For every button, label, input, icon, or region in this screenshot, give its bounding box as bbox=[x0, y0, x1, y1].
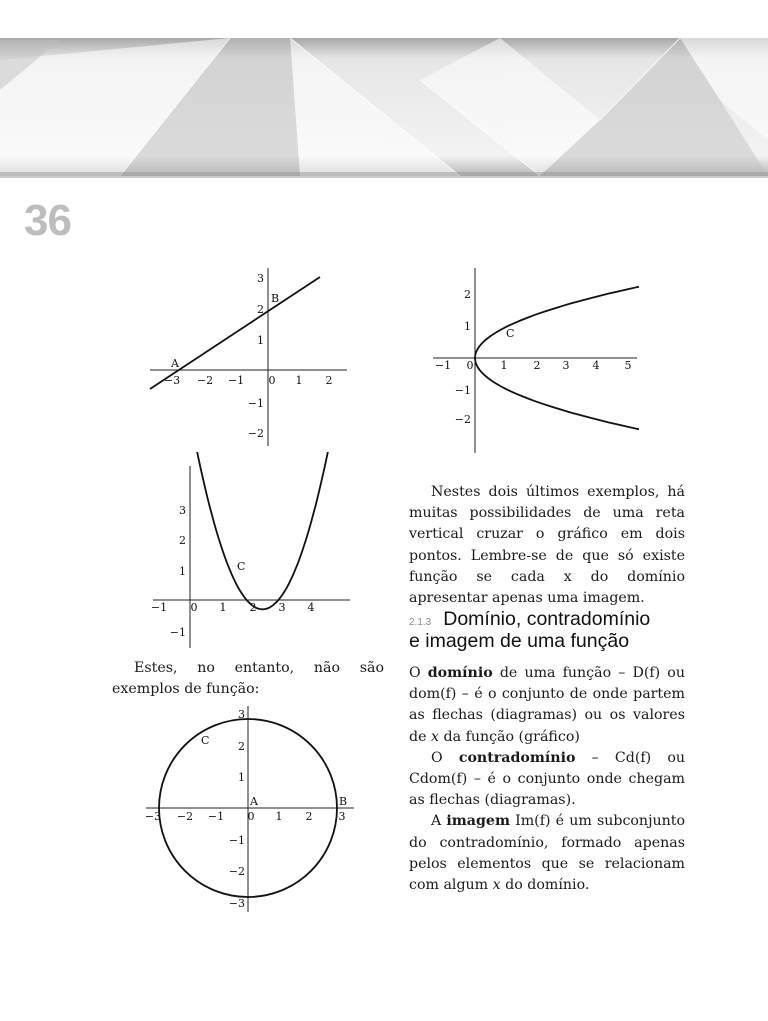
tick-label: 0 bbox=[190, 601, 198, 614]
section-title-line1: Domínio, contradomínio bbox=[443, 608, 651, 630]
tick-label: 2 bbox=[464, 288, 471, 301]
tick-label: 1 bbox=[179, 565, 186, 578]
definition-imagem: A imagem Im(f) é um subconjunto do contradomínio, formado apenas pelos elementos que se relacionam com algum x do domínio. bbox=[409, 813, 685, 894]
point-label: C bbox=[506, 327, 515, 340]
tick-label: 1 bbox=[238, 771, 245, 784]
point-label: A bbox=[171, 357, 179, 370]
tick-label: 2 bbox=[533, 359, 541, 372]
definitions bbox=[409, 663, 685, 896]
point-label: A bbox=[250, 795, 258, 808]
function-line bbox=[150, 277, 320, 389]
tick-label: 2 bbox=[179, 534, 186, 547]
tick-label: 5 bbox=[624, 359, 632, 372]
tick-label: −1 bbox=[434, 359, 452, 372]
tick-label: 0 bbox=[268, 374, 276, 387]
tick-label: 3 bbox=[257, 272, 264, 285]
point-label: B bbox=[339, 795, 348, 808]
tick-label: 2 bbox=[249, 601, 257, 614]
left-paragraph bbox=[112, 658, 384, 700]
tick-label: −1 bbox=[227, 374, 245, 387]
tick-label: 1 bbox=[464, 320, 471, 333]
page-number: 36 bbox=[24, 196, 71, 245]
point-label: C bbox=[201, 734, 210, 747]
right-intro-paragraph bbox=[409, 482, 685, 609]
tick-label: 4 bbox=[592, 359, 600, 372]
tick-label: 2 bbox=[238, 740, 245, 753]
tick-label: 1 bbox=[295, 374, 303, 387]
definition-contradominio: O contradomínio – Cd(f) ou Cdom(f) – é o conjunto onde chegam as flechas (diagramas). bbox=[409, 749, 685, 809]
tick-label: 1 bbox=[219, 601, 227, 614]
tick-label: 1 bbox=[257, 334, 264, 347]
header-banner bbox=[0, 0, 768, 180]
tick-label: 1 bbox=[500, 359, 508, 372]
tick-label: 2 bbox=[257, 303, 264, 316]
right-intro-text: Nestes dois últimos exemplos, há muitas possibilidades de uma reta vertical cruzar o gráfico em dois pontos. Lembre-se de que só existe função se cada x do domínio apresentar apenas uma imagem. bbox=[409, 484, 685, 607]
tick-label: 3 bbox=[562, 359, 570, 372]
tick-label: 2 bbox=[305, 810, 313, 823]
tick-label: −3 bbox=[144, 810, 162, 823]
tick-label: −1 bbox=[169, 626, 186, 639]
point-label: B bbox=[271, 292, 280, 305]
graph-circle bbox=[140, 706, 360, 914]
term-contradominio: contradomínio bbox=[458, 749, 576, 766]
tick-label: −1 bbox=[247, 397, 264, 410]
tick-label: −2 bbox=[196, 374, 214, 387]
left-paragraph-text: Estes, no entanto, não são exemplos de função: bbox=[112, 660, 384, 698]
term-imagem: imagem bbox=[446, 813, 510, 830]
tick-label: 0 bbox=[247, 810, 255, 823]
tick-label: 3 bbox=[179, 504, 186, 517]
tick-label: −3 bbox=[163, 374, 181, 387]
graph-line bbox=[130, 262, 360, 452]
tick-label: 4 bbox=[307, 601, 315, 614]
tick-label: 1 bbox=[275, 810, 283, 823]
section-title-line2: e imagem de uma função bbox=[409, 630, 630, 652]
function-curve bbox=[196, 452, 329, 609]
tick-label: −2 bbox=[454, 413, 471, 426]
graph-sideways-parabola bbox=[425, 268, 670, 458]
tick-label: −2 bbox=[247, 427, 264, 440]
tick-label: −2 bbox=[228, 865, 245, 878]
tick-label: −1 bbox=[228, 834, 245, 847]
tick-label: 3 bbox=[338, 810, 346, 823]
tick-label: 3 bbox=[238, 708, 245, 721]
tick-label: −2 bbox=[176, 810, 194, 823]
section-heading bbox=[409, 608, 739, 652]
tick-label: −1 bbox=[150, 601, 168, 614]
tick-label: 3 bbox=[278, 601, 286, 614]
term-dominio: domínio bbox=[427, 665, 493, 681]
section-number: 2.1.3 bbox=[409, 617, 432, 628]
tick-label: 0 bbox=[466, 359, 474, 372]
tick-label: −1 bbox=[454, 384, 471, 397]
point-label: C bbox=[237, 560, 246, 573]
tick-label: −3 bbox=[228, 897, 245, 910]
tick-label: −1 bbox=[207, 810, 225, 823]
tick-label: 2 bbox=[325, 374, 333, 387]
graph-parabola bbox=[145, 452, 360, 648]
definition-dominio: O domínio de uma função – D(f) ou dom(f) – é o conjunto de onde partem as flechas (diagramas) ou os valores de x da função (gráfico) bbox=[409, 665, 685, 745]
